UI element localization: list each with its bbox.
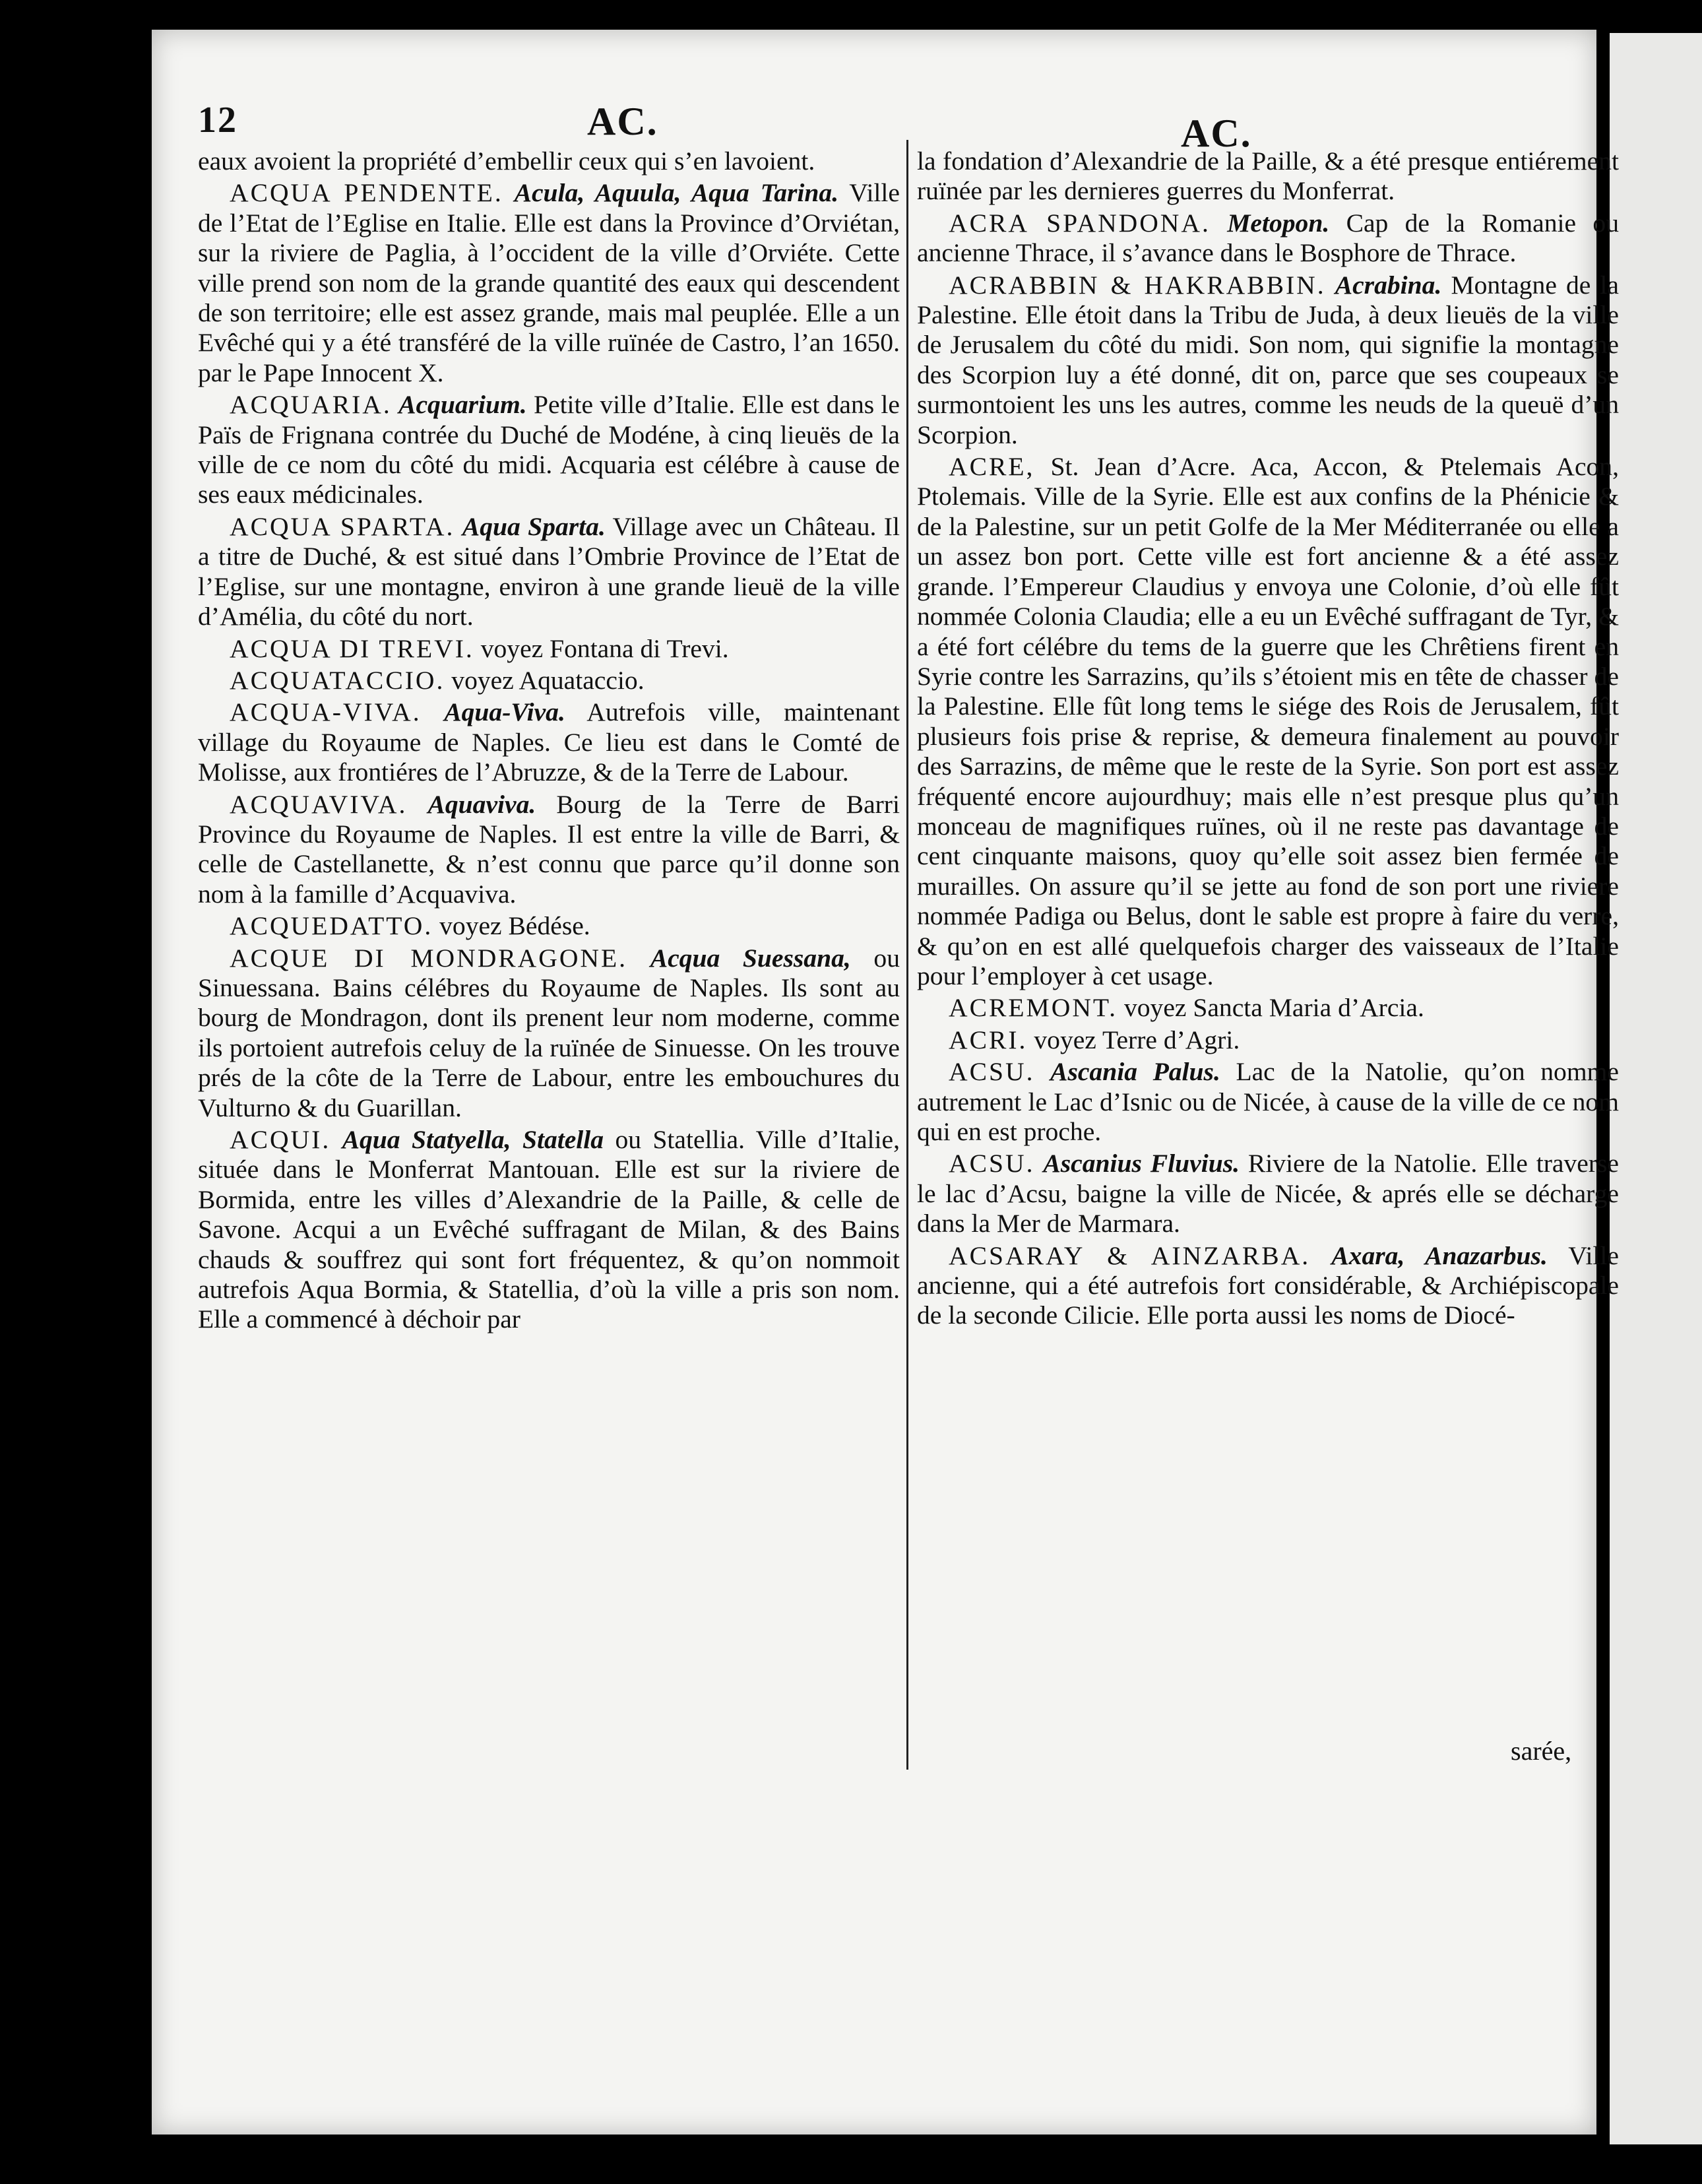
dictionary-entry	[198, 512, 900, 632]
dictionary-entry	[917, 271, 1619, 450]
entry-headword: ACSU.	[949, 1149, 1035, 1178]
dictionary-entry	[917, 1025, 1619, 1055]
entry-latin-name: Ascania Palus.	[1050, 1057, 1220, 1087]
entry-latin-name: Aquaviva.	[427, 789, 536, 819]
dictionary-entry	[198, 390, 900, 510]
entry-headword: ACQUI.	[230, 1125, 331, 1154]
entry-text: Bourg de la Terre de Barri Province du Royaume de Naples. Il est entre la ville de Barri, & celle de Castellanette, & n’est connu que parce qu’il donne son nom à la famille d’Acquaviva.	[198, 789, 900, 909]
left-column	[198, 146, 900, 1335]
entry-text: la fondation d’Alexandrie de la Paille, & a été presque entiérement ruïnée par les dernieres guerres du Monferrat.	[917, 146, 1619, 206]
entry-headword: ACQUEDATTO.	[230, 911, 433, 941]
entry-text: ou Statellia. Ville d’Italie, située dans le Monferrat Mantouan. Elle est sur la riviere de Bormida, entre les villes d’Alexandrie de la Paille, & celle de Savone. Acqui a un Evêché suffragant de Milan, & des Bains chauds & souffrez qui sont fort fréquentez, & qu’on nommoit autrefois Aqua Bormia, & Statellia, d’où la ville a pris son nom. Elle a commencé à déchoir par	[198, 1125, 900, 1334]
entry-latin-name: Ascanius Fluvius.	[1043, 1149, 1240, 1178]
column-rule	[906, 140, 908, 1770]
dictionary-entry	[917, 1241, 1619, 1331]
dictionary-entry	[198, 911, 900, 941]
entry-text: ou Sinuessana. Bains célébres du Royaume de Naples. Ils sont au bourg de Mondragon, dont ils prenent leur nom moderne, comme ils portoient autrefois celuy de la ruïnée de Sinuesse. On les trouve prés de la côte de la Terre de Labour, entre les embouchures du Vulturno & du Guarillan.	[198, 943, 900, 1122]
entry-latin-name: Aqua Sparta.	[462, 511, 606, 541]
entry-headword: ACQUA SPARTA.	[230, 511, 455, 541]
entry-text: Ville ancienne, qui a été autrefois fort considérable, & Archiépiscopale de la seconde Cilicie. Elle porta aussi les noms de Diocé-	[917, 1240, 1619, 1330]
entry-headword: ACRI.	[949, 1025, 1028, 1054]
dictionary-entry	[198, 697, 900, 787]
entry-headword: ACSARAY & AINZARBA.	[949, 1240, 1311, 1270]
entry-latin-name: Acula, Aquula, Aqua Tarina.	[514, 178, 839, 208]
right-column	[917, 146, 1619, 1331]
entry-latin-name: Metopon.	[1227, 208, 1330, 238]
entry-text: Riviere de la Natolie. Elle traverse le lac d’Acsu, baigne la ville de Nicée, & aprés elle se décharge dans la Mer de Marmara.	[917, 1149, 1619, 1238]
dictionary-entry	[917, 452, 1619, 991]
entry-text: voyez Terre d’Agri.	[1034, 1025, 1240, 1054]
dictionary-entry	[917, 1149, 1619, 1238]
dictionary-entry	[198, 178, 900, 388]
dictionary-entry	[917, 209, 1619, 269]
entry-headword: ACQUATACCIO.	[230, 665, 445, 695]
dictionary-entry	[198, 634, 900, 664]
entry-headword: ACQUARIA.	[230, 390, 392, 420]
entry-headword: ACRABBIN & HAKRABBIN.	[949, 270, 1326, 300]
entry-latin-name: Acquarium.	[398, 390, 527, 420]
entry-text: Autrefois ville, maintenant village du Royaume de Naples. Ce lieu est dans le Comté de Molisse, aux frontiéres de l’Abruzze, & de la Terre de Labour.	[198, 697, 900, 787]
entry-headword: ACQUAVIVA.	[230, 789, 408, 819]
entry-text: St. Jean d’Acre. Aca, Accon, & Ptelemais Acon, Ptolemais. Ville de la Syrie. Elle est aux confins de la Phénicie & de la Palestine, sur un petit Golfe de la Mer Méditerranée ou elle a un assez bon port. Cette ville est fort ancienne & a été assez grande. l’Empereur Claudius y envoya une Colonie, d’où elle fût nommée Colonia Claudia; elle a eu un Evêché suffragant de Tyr, & a été fort célébre du tems de la guerre que les Chrêtiens firent en Syrie contre les Sarrazins, qu’ils s’étoient mis en tête de chasser de la Palestine. Elle fût long tems le siége des Rois de Jerusalem, fût plusieurs fois prise & reprise, & demeura finalement au pouvoir des Sarrazins, de même que le reste de la Syrie. Son port est assez fréquenté encore aujourdhuy; mais elle n’est presque plus qu’un monceau de magnifiques ruïnes, où il ne reste pas davantage de cent cinquante maisons, quoy qu’elle soit assez bien fermée de murailles. On assure qu’il se jette au fond de son port une riviere nommée Padiga ou Belus, dont le sable est propre à faire du verre, & qu’on en est allé quelquefois charger des vaisseaux de l’Italie pour l’employer à cet usage.	[917, 452, 1619, 990]
entry-headword: ACQUA DI TREVI.	[230, 633, 474, 663]
entry-latin-name: Aqua-Viva.	[444, 697, 565, 727]
facing-page-edge	[1610, 33, 1702, 2144]
dictionary-entry	[198, 146, 900, 176]
dictionary-entry	[917, 993, 1619, 1023]
entry-text: voyez Fontana di Trevi.	[480, 633, 729, 663]
dictionary-entry	[198, 666, 900, 695]
entry-text: Ville de l’Etat de l’Eglise en Italie. Elle est dans la Province d’Orviétan, sur la riviere de Paglia, à l’occident de la ville d’Orviéte. Cette ville prend son nom de la grande quantité des eaux qui descendent de son territoire; elle est assez grande, mais mal peuplée. Elle a un Evêché qui y a été transféré de la ville ruïnée de Castro, l’an 1650. par le Pape Innocent X.	[198, 178, 900, 387]
entry-text: Cap de la Romanie ou ancienne Thrace, il s’avance dans le Bosphore de Thrace.	[917, 208, 1619, 268]
entry-headword: ACQUA PENDENTE.	[230, 178, 503, 208]
entry-headword: ACSU.	[949, 1057, 1035, 1087]
entry-latin-name: Acrabina.	[1335, 270, 1442, 300]
dictionary-entry	[917, 1057, 1619, 1147]
entry-text: eaux avoient la propriété d’embellir ceux qui s’en lavoient.	[198, 146, 815, 176]
page-number: 12	[198, 100, 237, 141]
entry-headword: ACRE,	[949, 452, 1035, 482]
entry-text: Village avec un Château. Il a titre de Duché, & est situé dans l’Ombrie Province de l’Etat de l’Eglise, sur une montagne, environ à une grande lieuë de la ville d’Amélia, du côté du nort.	[198, 511, 900, 631]
entry-headword: ACQUA-VIVA.	[230, 697, 422, 727]
entry-text: Lac de la Natolie, qu’on nomme autrement le Lac d’Isnic ou de Nicée, à cause de la ville de ce nom qui en est proche.	[917, 1057, 1619, 1146]
entry-text: Petite ville d’Italie. Elle est dans le Païs de Frignana contrée du Duché de Modéne, à cinq lieuës de la ville de ce nom du côté du midi. Acquaria est célébre à cause de ses eaux médicinales.	[198, 390, 900, 509]
entry-text: voyez Sancta Maria d’Arcia.	[1123, 993, 1424, 1023]
entry-headword: ACQUE DI MONDRAGONE.	[230, 943, 628, 973]
entry-headword: ACREMONT.	[949, 993, 1118, 1023]
entry-text: Montagne de la Palestine. Elle étoit dans la Tribu de Juda, à deux lieuës de la ville de Jerusalem du côté du midi. Son nom, qui signifie la montagne des Scorpion luy a été donné, dit on, parce que ses coupeaux se surmontoient les uns les autres, comme les neuds de la queuë d’un Scorpion.	[917, 270, 1619, 449]
entry-text: voyez Bédése.	[439, 911, 590, 941]
running-head-right: AC.	[1181, 112, 1252, 155]
dictionary-entry	[198, 1125, 900, 1335]
entry-latin-name: Aqua Statyella, Statella	[342, 1125, 604, 1154]
entry-latin-name: Axara, Anazarbus.	[1331, 1240, 1548, 1270]
catchword: sarée,	[1511, 1736, 1572, 1766]
entry-text: voyez Aquataccio.	[451, 665, 645, 695]
running-head-left: AC.	[587, 100, 658, 143]
entry-headword: ACRA SPANDONA.	[949, 208, 1211, 238]
dictionary-entry	[917, 146, 1619, 207]
dictionary-entry	[198, 790, 900, 910]
entry-latin-name: Acqua Suessana,	[650, 943, 851, 973]
dictionary-entry	[198, 944, 900, 1123]
